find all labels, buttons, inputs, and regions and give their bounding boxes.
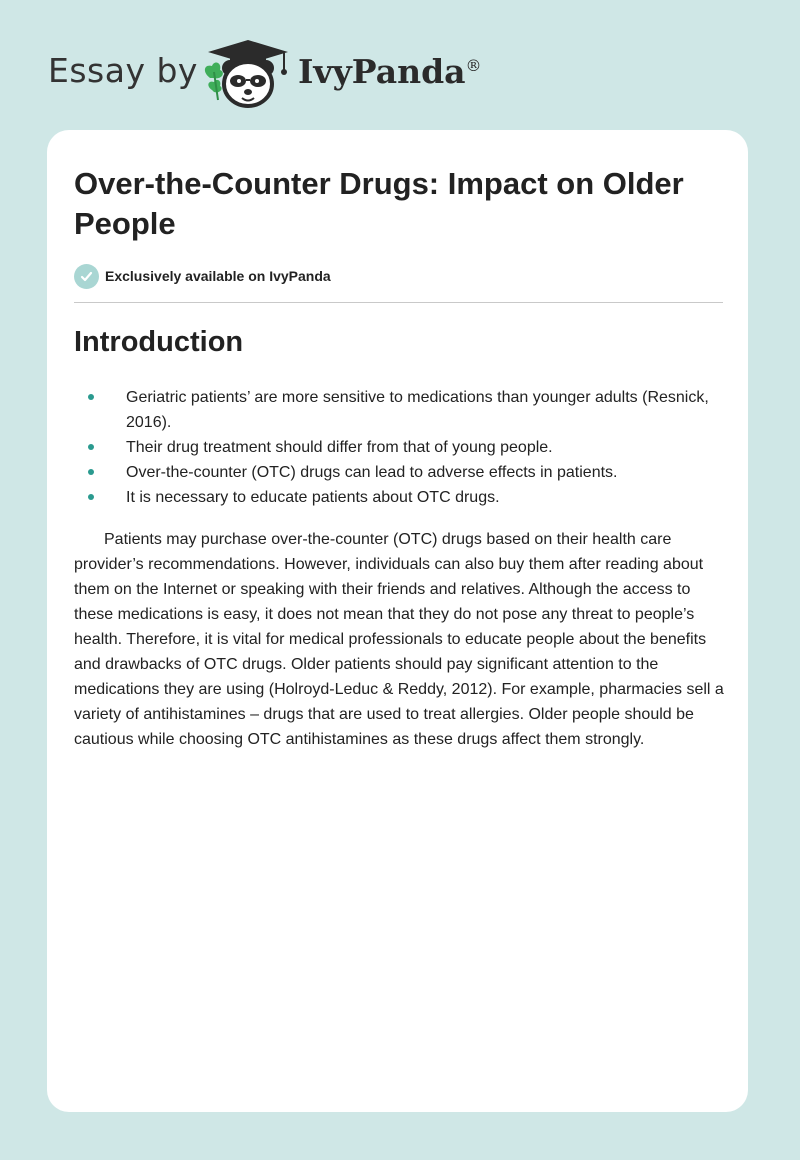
- check-icon: [74, 264, 99, 289]
- bullet-dot-icon: [88, 394, 94, 400]
- bullet-dot-icon: [88, 494, 94, 500]
- list-item: Over-the-counter (OTC) drugs can lead to adverse effects in patients.: [74, 460, 714, 485]
- exclusive-label: Exclusively available on IvyPanda: [105, 268, 331, 284]
- essay-by-label: Essay by: [48, 51, 198, 90]
- site-header: [48, 38, 508, 108]
- essay-card: [47, 130, 748, 1112]
- essay-title: Over-the-Counter Drugs: Impact on Older People: [74, 166, 684, 241]
- trademark-mark: ®: [465, 56, 482, 75]
- list-item: It is necessary to educate patients about OTC drugs.: [74, 485, 714, 510]
- bullet-list: [74, 385, 714, 510]
- bullet-dot-icon: [88, 444, 94, 450]
- exclusive-badge: [74, 263, 331, 289]
- list-item: Geriatric patients’ are more sensitive to medications than younger adults (Resnick, 2016).: [74, 385, 714, 435]
- bullet-dot-icon: [88, 469, 94, 475]
- brand-name[interactable]: IvyPanda®: [298, 52, 482, 91]
- body-paragraph: Patients may purchase over-the-counter (OTC) drugs based on their health care provider’s recommendations. However, individuals can also buy them after reading about them on the Internet or speaking with their friends and relatives. Although the access to these medications is easy, it does not mean that they do not pose any threat to people’s health. Therefore, it is vital for medical professionals to educate people about the benefits and drawbacks of OTC drugs. Older patients should pay significant attention to the medications they are using (Holroyd-Leduc & Reddy, 2012). For example, pharmacies sell a variety of antihistamines – drugs that are used to treat allergies. Older people should be cautious while choosing OTC antihistamines as these drugs affect them strongly.: [74, 531, 724, 748]
- graduate-panda-icon: [200, 38, 296, 110]
- list-item: Their drug treatment should differ from that of young people.: [74, 435, 714, 460]
- divider: [74, 302, 723, 303]
- section-heading: Introduction: [74, 326, 244, 358]
